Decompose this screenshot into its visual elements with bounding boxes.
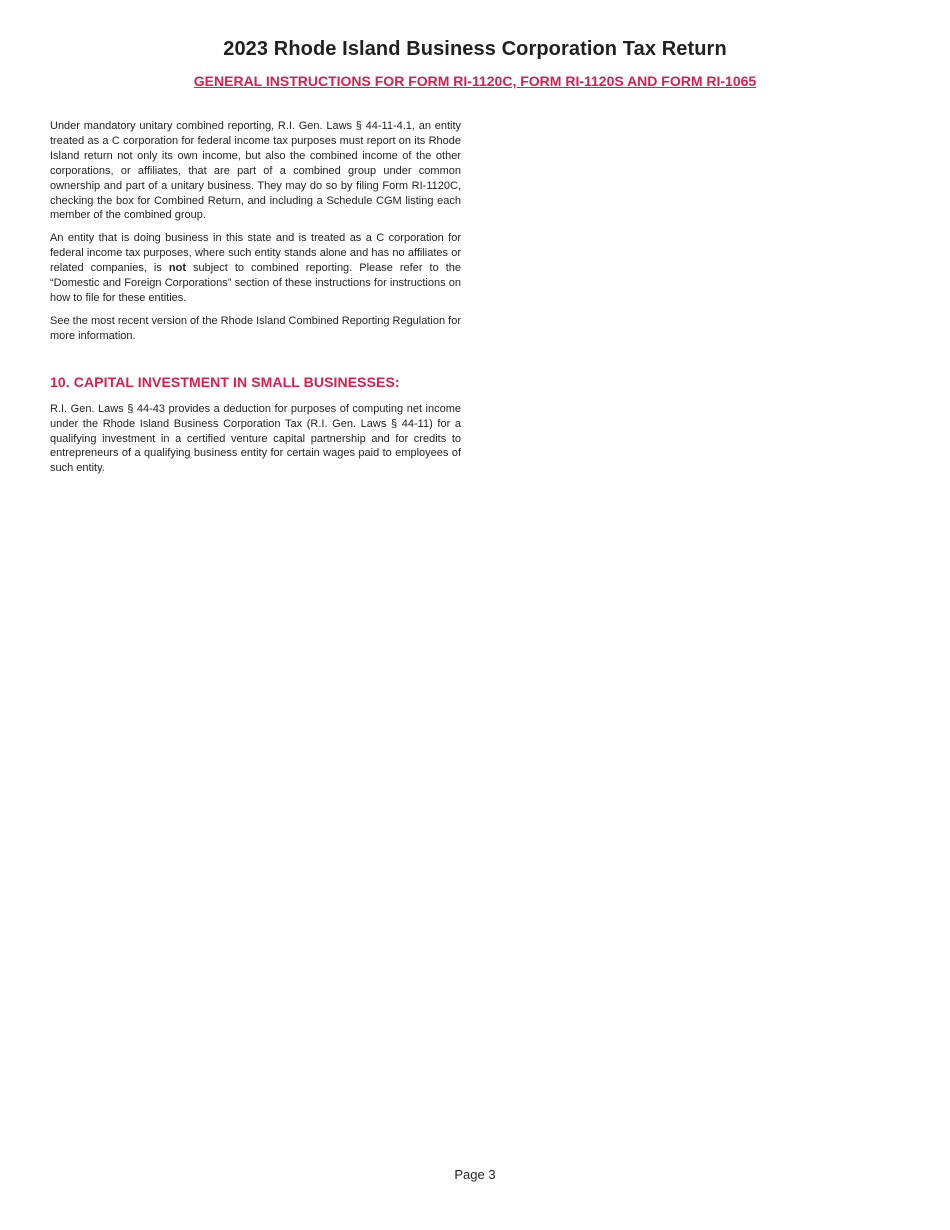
standalone-text-before: An entity that is doing business in this state and is treated as a C corporation for federal income tax purposes, where such entity stands alone and has no affiliates or related companies, is: [50, 232, 461, 275]
instructions-column: [50, 119, 461, 484]
section-10-paragraph: R.I. Gen. Laws § 44-43 provides a deduction for purposes of computing net income under the Rhode Island Business Corporation Tax (R.I. Gen. Laws § 44-11) for a qualifying investment in a certified venture capital partnership and for credits to entrepreneurs of a qualifying business entity for certain wages paid to employees of such entity.: [50, 402, 461, 475]
page-title: 2023 Rhode Island Business Corporation Tax Return: [223, 38, 727, 60]
regulation-reference-paragraph: See the most recent version of the Rhode Island Combined Reporting Regulation for more information.: [50, 314, 461, 342]
standalone-text-after: subject to combined reporting. Please refer to the “Domestic and Foreign Corporations” section of these instructions for instructions on how to file for these entities.: [50, 262, 462, 304]
standalone-entity-paragraph: [50, 231, 461, 306]
page-number: Page 3: [454, 1167, 496, 1182]
combined-reporting-paragraph: Under mandatory unitary combined reporting, R.I. Gen. Laws § 44-11-4.1, an entity treated as a C corporation for federal income tax purposes must report on its Rhode Island return not only its own income, but also the combined income of the other corporations, or affiliates, that are part of a combined group under common ownership and part of a unitary business. They may do so by filing Form RI-1120C, checking the box for Combined Return, and including a Schedule CGM listing each member of the combined group.: [50, 120, 461, 222]
section-10-heading: 10. CAPITAL INVESTMENT IN SMALL BUSINESSES:: [50, 373, 400, 390]
page-subtitle: GENERAL INSTRUCTIONS FOR FORM RI-1120C, FORM RI-1120S AND FORM RI-1065: [193, 73, 757, 89]
emphasis-not: not: [168, 262, 186, 275]
